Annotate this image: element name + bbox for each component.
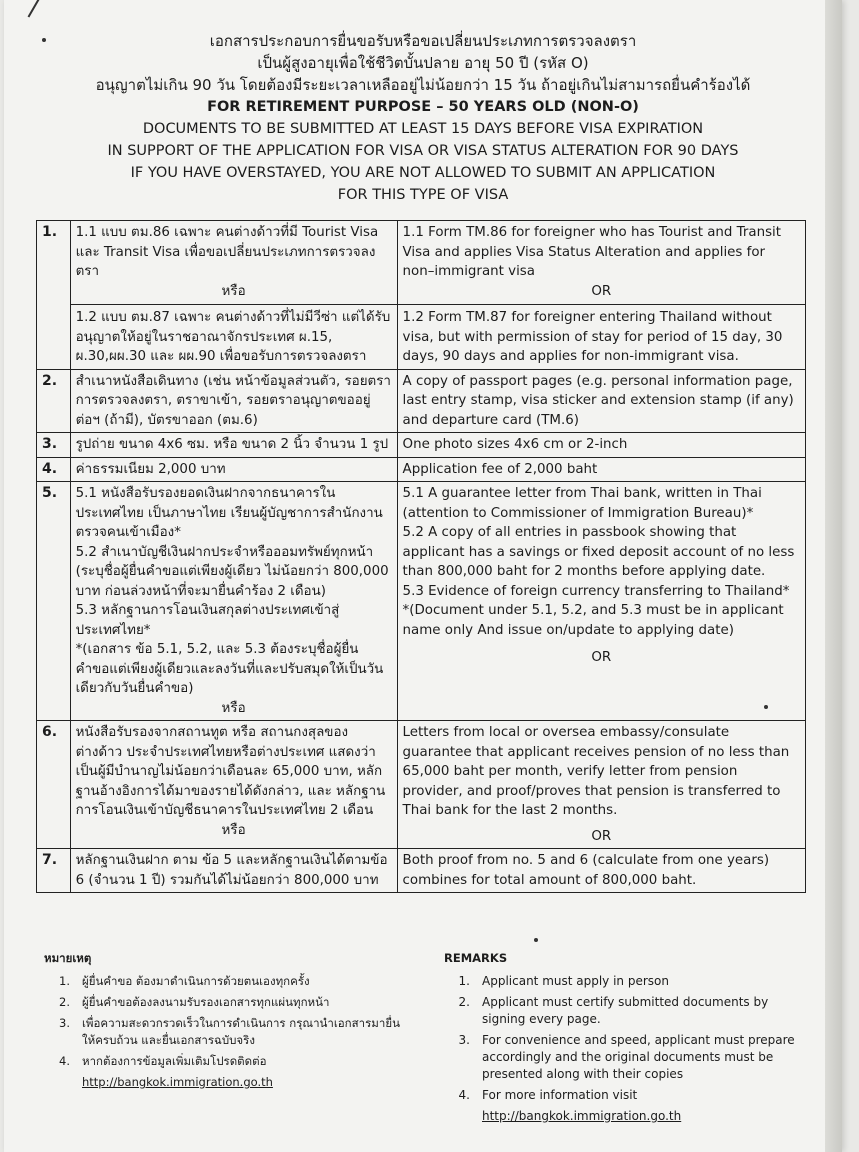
remark-number: 3. <box>59 1016 70 1030</box>
th-cell <box>70 721 397 849</box>
th-cell: รูปถ่าย ขนาด 4x6 ซม. หรือ ขนาด 2 นิ้ว จำนวน 1 รูป <box>70 433 397 458</box>
en-cell: Both proof from no. 5 and 6 (calculate from one years) combines for total amount of 800,000 baht. <box>397 849 805 893</box>
header-en-line2: DOCUMENTS TO BE SUBMITTED AT LEAST 15 DAYS BEFORE VISA EXPIRATION <box>142 121 704 137</box>
en-cell: One photo sizes 4x6 cm or 2-inch <box>397 433 805 458</box>
en-or: OR <box>591 828 612 844</box>
en-cell <box>397 221 805 370</box>
remark-number: 2. <box>59 995 70 1009</box>
remarks-english <box>444 950 804 1125</box>
requirements-table <box>36 220 806 893</box>
en-text: 5.1 A guarantee letter from Thai bank, written in Thai (attention to Commissioner of Immigration Bureau)* <box>402 486 762 521</box>
pen-mark <box>28 0 53 25</box>
row-number: 4. <box>37 457 71 482</box>
document-sheet <box>4 0 842 1152</box>
remark-number: 4. <box>458 1088 470 1102</box>
row-number: 1. <box>37 221 71 370</box>
remark-number: 1. <box>59 974 70 988</box>
header-en-line4: IF YOU HAVE OVERSTAYED, YOU ARE NOT ALLOWED TO SUBMIT AN APPLICATION <box>130 165 716 181</box>
row-number: 3. <box>37 433 71 458</box>
header-en-line5: FOR THIS TYPE OF VISA <box>337 187 509 203</box>
table-row <box>37 849 806 893</box>
table-row <box>37 457 806 482</box>
th-cell <box>70 221 397 370</box>
en-cell <box>397 482 805 721</box>
table-row <box>37 221 806 370</box>
header-title: FOR RETIREMENT PURPOSE – 50 YEARS OLD (NON-O) <box>207 99 639 115</box>
header-th-line1: เอกสารประกอบการยื่นขอรับหรือขอเปลี่ยนประเภทการตรวจลงตรา <box>209 32 637 50</box>
remark-text: Applicant must apply in person <box>482 974 669 988</box>
th-cell: สำเนาหนังสือเดินทาง (เช่น หน้าข้อมูลส่วนตัว, รอยตราการตรวจลงตรา, ตราขาเข้า, รอยตราอนุญาตขออยู่ต่อฯ (ถ้ามี), บัตรขาออก (ตม.6) <box>70 369 397 433</box>
list-item <box>444 1032 804 1083</box>
en-cell <box>397 721 805 849</box>
remarks-th-title: หมายเหตุ <box>44 951 92 965</box>
header-th-line2: เป็นผู้สูงอายุเพื่อใช้ชีวิตบั้นปลาย อายุ 50 ปี (รหัส O) <box>257 54 589 72</box>
ink-dot <box>534 938 538 942</box>
immigration-link-th[interactable]: http://bangkok.immigration.go.th <box>82 1075 273 1089</box>
header-th-line3: อนุญาตไม่เกิน 90 วัน โดยต้องมีระยะเวลาเหลืออยู่ไม่น้อยกว่า 15 วัน ถ้าอยู่เกินไม่สามารถยื่นคำร้องได้ <box>95 76 751 94</box>
th-text: 5.1 หนังสือรับรองยอดเงินฝากจากธนาคารในประเทศไทย เป็นภาษาไทย เรียนผู้บัญชาการสำนักงานตรวจคนเข้าเมือง* <box>75 486 383 540</box>
th-text: 5.2 สำเนาบัญชีเงินฝากประจำหรือออมทรัพย์ทุกหน้า (ระบุชื่อผู้ยื่นคำขอแต่เพียงผู้เดียว ไม่น้อยกว่า 800,000 บาท ก่อนล่วงหน้าที่จะมายื่นคำร้อง 2 เดือน) <box>75 544 389 599</box>
header-en-line3: IN SUPPORT OF THE APPLICATION FOR VISA OR VISA STATUS ALTERATION FOR 90 DAYS <box>107 143 739 159</box>
th-or: หรือ <box>221 822 246 838</box>
remarks-en-title: REMARKS <box>444 951 508 965</box>
th-text: 5.3 หลักฐานการโอนเงินสกุลต่างประเทศเข้าสู่ประเทศไทย* <box>75 603 340 638</box>
table-row <box>37 721 806 849</box>
row-number: 5. <box>37 482 71 721</box>
th-text: หนังสือรับรองจากสถานทูต หรือ สถานกงสุลของต่างด้าว ประจำประเทศไทยหรือต่างประเทศ แสดงว่าเป็นผู้มีบำนาญไม่น้อยกว่าเดือนละ 65,000 บาท, หลักฐานอ้างอิงการได้มาของรายได้ดังกล่าว, และ หลักฐานการโอนเงินเข้าบัญชีธนาคารในประเทศไทย 2 เดือน <box>75 725 386 818</box>
remark-text: เพื่อความสะดวกรวดเร็วในการดำเนินการ กรุณานำเอกสารมายื่นให้ครบถ้วน และยื่นเอกสารฉบับจริง <box>82 1016 400 1047</box>
en-or: OR <box>591 283 612 299</box>
remark-text: Applicant must certify submitted documents by signing every page. <box>482 995 769 1026</box>
en-text: 1.1 Form TM.86 for foreigner who has Tourist and Transit Visa and applies Visa Status Alteration and applies for non–immigrant visa <box>402 225 782 279</box>
row-number: 7. <box>37 849 71 893</box>
list-item <box>44 973 404 990</box>
en-text: 5.3 Evidence of foreign currency transferring to Thailand* <box>402 583 790 599</box>
list-item <box>44 1015 404 1049</box>
remark-text: ผู้ยื่นคำขอ ต้องมาดำเนินการด้วยตนเองทุกครั้ง <box>82 974 310 988</box>
row-number: 6. <box>37 721 71 849</box>
remark-text: For convenience and speed, applicant must prepare accordingly and the original documents must be presented along with their copies <box>482 1033 795 1081</box>
th-cell: ค่าธรรมเนียม 2,000 บาท <box>70 457 397 482</box>
th-text: 1.1 แบบ ตม.86 เฉพาะ คนต่างด้าวที่มี Tourist Visa และ Transit Visa เพื่อขอเปลี่ยนประเภทการตรวจลงตรา <box>75 225 379 279</box>
document-header <box>4 30 842 206</box>
en-cell: A copy of passport pages (e.g. personal information page, last entry stamp, visa sticker and extension stamp (if any) and departure card (TM.6) <box>397 369 805 433</box>
en-or: OR <box>591 650 612 665</box>
th-cell <box>70 482 397 721</box>
remark-text: For more information visit <box>482 1088 638 1102</box>
table-row <box>37 482 806 721</box>
list-item <box>444 1087 804 1104</box>
th-cell: หลักฐานเงินฝาก ตาม ข้อ 5 และหลักฐานเงินได้ตามข้อ 6 (จำนวน 1 ปี) รวมกันได้ไม่น้อยกว่า 800,000 บาท <box>70 849 397 893</box>
remark-text: ผู้ยื่นคำขอต้องลงนามรับรองเอกสารทุกแผ่นทุกหน้า <box>82 995 330 1009</box>
th-or: หรือ <box>221 700 246 716</box>
immigration-link-en[interactable]: http://bangkok.immigration.go.th <box>482 1109 682 1123</box>
en-text: 5.2 A copy of all entries in passbook showing that applicant has a savings or fixed deposit account of no less than 800,000 baht for 2 months before applying date. <box>402 525 795 579</box>
en-cell: Application fee of 2,000 baht <box>397 457 805 482</box>
th-text: 1.2 แบบ ตม.87 เฉพาะ คนต่างด้าวที่ไม่มีวีซ่า แต่ได้รับอนุญาตให้อยู่ในราชอาณาจักรประเทศ ผ.15, ผ.30,ผผ.30 และ ผผ.90 เพื่อขอรับการตรวจลงตรา <box>71 304 397 367</box>
table-row <box>37 369 806 433</box>
th-text: *(เอกสาร ข้อ 5.1, 5.2, และ 5.3 ต้องระบุชื่อผู้ยื่นคำขอแต่เพียงผู้เดียวและลงวันที่และปรับสมุดให้เป็นวันเดียวกับวันยื่นคำขอ) <box>75 642 384 696</box>
remarks-thai <box>44 950 404 1091</box>
list-item <box>44 1053 404 1070</box>
remark-number: 1. <box>458 974 470 988</box>
en-text: Letters from local or oversea embassy/consulate guarantee that applicant receives pension of no less than 65,000 baht per month, verify letter from pension provider, and proof/proves that pension is transferred to Thai bank for the last 2 months. <box>402 725 790 818</box>
remark-number: 4. <box>59 1054 70 1068</box>
th-or: หรือ <box>221 283 246 299</box>
en-text: *(Document under 5.1, 5.2, and 5.3 must be in applicant name only And issue on/update to applying date) <box>402 603 784 638</box>
table-row <box>37 433 806 458</box>
remark-number: 3. <box>458 1033 470 1047</box>
list-item <box>44 994 404 1011</box>
remark-text: หากต้องการข้อมูลเพิ่มเติมโปรดติดต่อ <box>82 1054 267 1068</box>
list-item <box>444 994 804 1028</box>
list-item <box>444 973 804 990</box>
en-text: 1.2 Form TM.87 for foreigner entering Thailand without visa, but with permission of stay for period of 15 day, 30 days, 90 days and applies for non-immigrant visa. <box>398 304 805 367</box>
remark-number: 2. <box>458 995 470 1009</box>
row-number: 2. <box>37 369 71 433</box>
